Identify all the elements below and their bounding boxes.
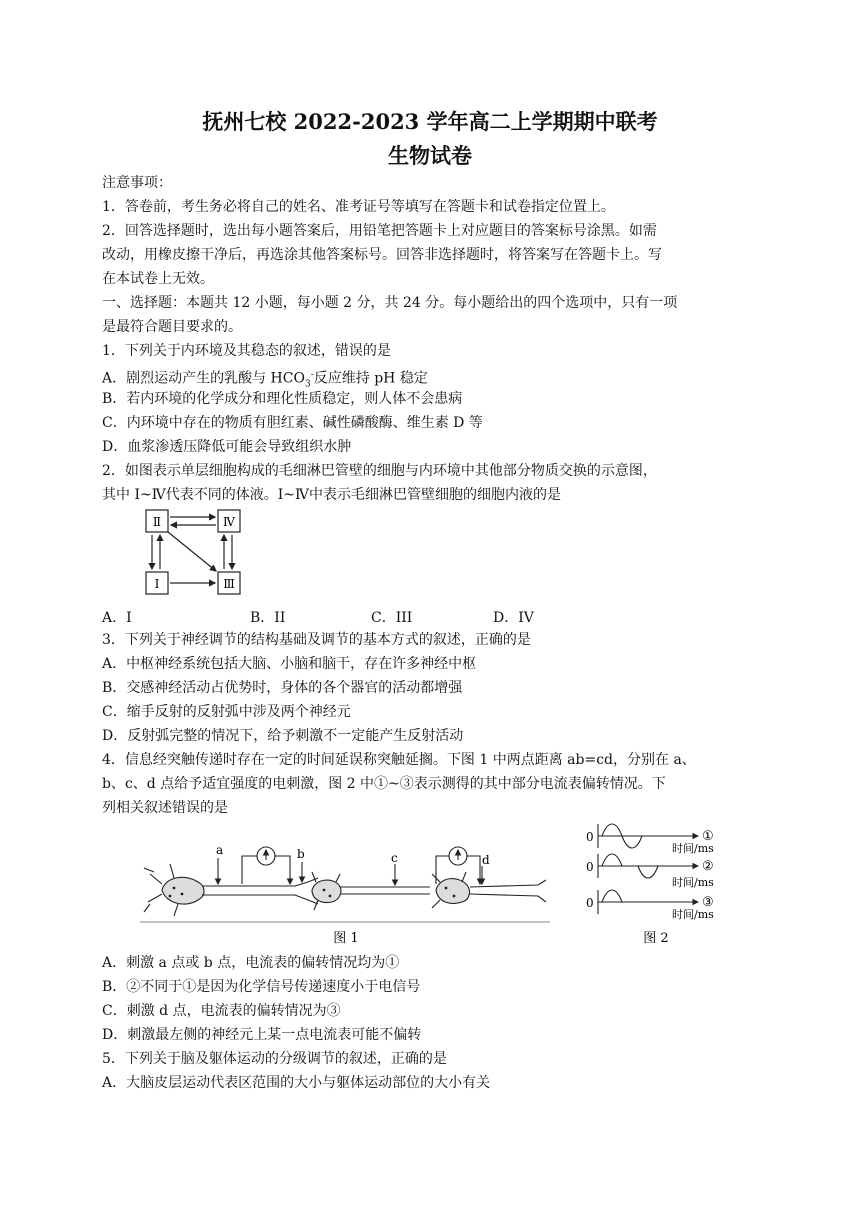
trace-3-mark: ③ — [702, 895, 714, 910]
point-d-label: d — [482, 853, 490, 867]
point-a-label: a — [216, 843, 224, 857]
q1-option-d: D．血浆渗透压降低可能会导致组织水肿 — [102, 439, 352, 455]
q1-stem: 1．下列关于内环境及其稳态的叙述，错误的是 — [102, 343, 391, 359]
q1-option-a: A．剧烈运动产生的乳酸与 $HCO_3^-$反应维持 pH 稳定 — [102, 370, 428, 390]
notice-heading: 注意事项： — [102, 175, 172, 191]
trace-2-mark: ② — [702, 859, 714, 874]
q2-option-a: A．I — [102, 610, 132, 626]
q4-stem-cont: b、c、d 点给予适宜强度的电刺激，图 2 中①~③表示测得的其中部分电流表偏转情况。下 — [102, 776, 666, 792]
figure-2-caption: 图 2 — [643, 931, 669, 946]
exam-subject: 生物试卷 — [388, 143, 472, 168]
q2-option-c: C．III — [371, 610, 413, 626]
q4-option-c: C．刺激 d 点，电流表的偏转情况为③ — [102, 1003, 341, 1019]
q4-option-d: D．刺激最左侧的神经元上某一点电流表可能不偏转 — [102, 1027, 422, 1043]
q4-option-b: B．②不同于①是因为化学信号传递速度小于电信号 — [102, 979, 421, 995]
trace-3-zero: 0 — [586, 896, 594, 910]
q1-option-c: C．内环境中存在的物质有胆红素、碱性磷酸酶、维生素 D 等 — [102, 415, 483, 431]
trace-2-zero: 0 — [586, 860, 594, 874]
q3-stem: 3．下列关于神经调节的结构基础及调节的基本方式的叙述，正确的是 — [102, 632, 531, 648]
q2-stem-cont: 其中 I~Ⅳ代表不同的体液。I~Ⅳ中表示毛细淋巴管壁细胞的细胞内液的是 — [102, 487, 561, 503]
q3-option-b: B．交感神经活动占优势时，身体的各个器官的活动都增强 — [102, 680, 463, 696]
q4-stem-end: 列相关叙述错误的是 — [102, 800, 228, 816]
q5-stem: 5．下列关于脑及躯体运动的分级调节的叙述，正确的是 — [102, 1051, 447, 1067]
point-b-label: b — [297, 847, 305, 861]
body-fluid-diagram — [138, 505, 248, 601]
figure-2-traces — [580, 820, 730, 950]
figure-1-caption: 图 1 — [333, 931, 359, 946]
point-c-label: c — [391, 851, 398, 865]
box-ii-label: Ⅱ — [152, 515, 162, 529]
notice-item-2-cont: 改动，用橡皮擦干净后，再选涂其他答案标号。回答非选择题时，将答案写在答题卡上。写 — [102, 247, 662, 263]
trace-2-axis-label: 时间/ms — [672, 876, 714, 889]
q2-option-b: B．II — [250, 610, 286, 626]
notice-item-2-end: 在本试卷上无效。 — [102, 271, 214, 287]
box-i-label: Ⅰ — [154, 577, 160, 591]
q5-option-a: A．大脑皮层运动代表区范围的大小与躯体运动部位的大小有关 — [102, 1075, 491, 1091]
q1-option-b: B．若内环境的化学成分和理化性质稳定，则人体不会患病 — [102, 391, 463, 407]
q3-option-c: C．缩手反射的反射弧中涉及两个神经元 — [102, 704, 351, 720]
section-heading-cont: 是最符合题目要求的。 — [102, 319, 242, 335]
box-iv-label: Ⅳ — [223, 515, 235, 529]
box-iii-label: Ⅲ — [223, 577, 235, 591]
trace-1-axis-label: 时间/ms — [672, 842, 714, 855]
q2-option-d: D．IV — [493, 610, 534, 626]
q3-option-a: A．中枢神经系统包括大脑、小脑和脑干，存在许多神经中枢 — [102, 656, 477, 672]
trace-1-zero: 0 — [586, 830, 594, 844]
q3-option-d: D．反射弧完整的情况下，给予刺激不一定能产生反射活动 — [102, 728, 464, 744]
exam-title: 抚州七校 2022-2023 学年高二上学期期中联考 — [202, 109, 658, 134]
section-heading: 一、选择题：本题共 12 小题，每小题 2 分，共 24 分。每小题给出的四个选项中，只有一项 — [102, 295, 678, 311]
notice-item-1: 1．答卷前，考生务必将自己的姓名、准考证号等填写在答题卡和试卷指定位置上。 — [102, 199, 615, 215]
q2-stem: 2．如图表示单层细胞构成的毛细淋巴管壁的细胞与内环境中其他部分物质交换的示意图， — [102, 463, 657, 479]
q4-option-a: A．刺激 a 点或 b 点，电流表的偏转情况均为① — [102, 955, 400, 971]
notice-item-2: 2．回答选择题时，选出每小题答案后，用铅笔把答题卡上对应题目的答案标号涂黑。如需 — [102, 223, 657, 239]
trace-3-axis-label: 时间/ms — [672, 908, 714, 921]
figure-1-neurons — [140, 838, 552, 948]
q4-stem: 4．信息经突触传递时存在一定的时间延误称突触延搁。下图 1 中两点距离 ab=cd，分别在 a、 — [102, 752, 696, 768]
trace-1-mark: ① — [702, 829, 714, 844]
